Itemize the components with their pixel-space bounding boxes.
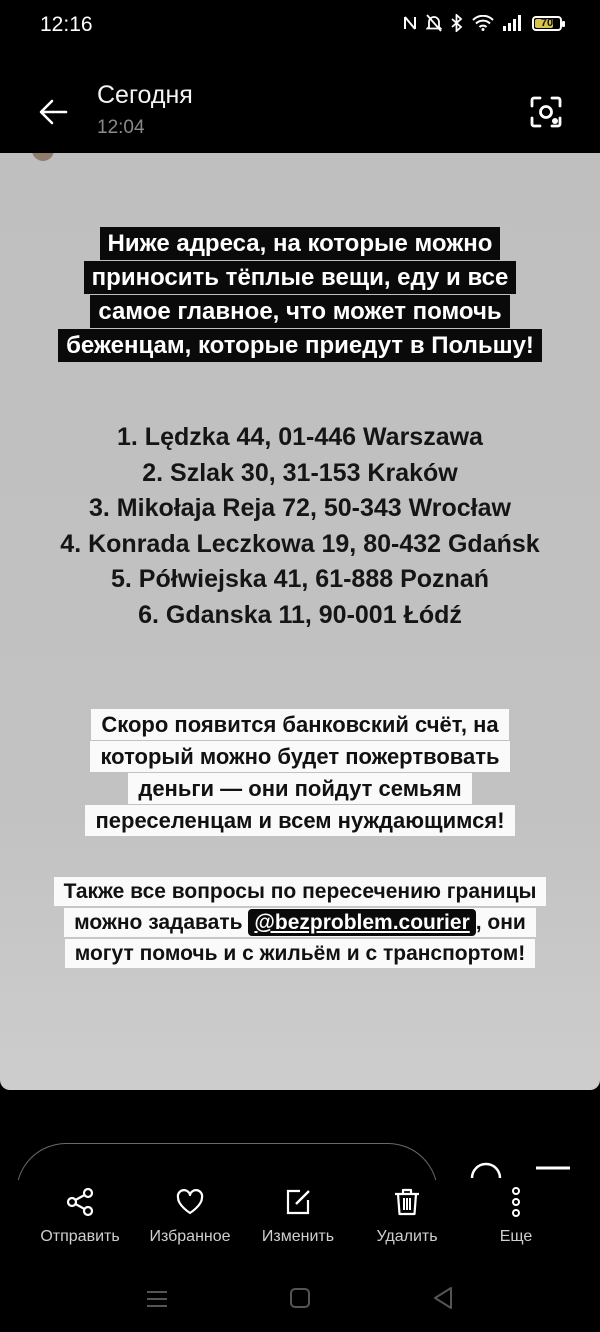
intro-line: беженцам, которые приедут в Польшу! bbox=[58, 329, 542, 362]
edit-button[interactable] bbox=[238, 1186, 358, 1246]
address-item: 2. Szlak 30, 31-153 Kraków bbox=[142, 458, 458, 487]
bluetooth-icon bbox=[451, 14, 463, 32]
wifi-icon bbox=[472, 15, 494, 31]
viewer-header bbox=[0, 70, 600, 154]
status-icons bbox=[403, 14, 562, 32]
more-icon bbox=[500, 1186, 532, 1218]
address-item: 4. Konrada Leczkowa 19, 80-432 Gdańsk bbox=[60, 529, 540, 558]
avatar bbox=[32, 153, 54, 161]
bank-line: переселенцам и всем нуждающимся! bbox=[85, 805, 514, 836]
questions-prefix: можно задавать bbox=[74, 911, 249, 934]
back-arrow-icon[interactable] bbox=[34, 92, 74, 132]
home-icon[interactable] bbox=[289, 1287, 311, 1309]
mute-bell-icon bbox=[426, 14, 442, 32]
address-item: 5. Półwiejska 41, 61-888 Poznań bbox=[111, 565, 489, 593]
intro-line: самое главное, что может помочь bbox=[90, 295, 509, 328]
intro-line: Ниже адреса, на которые можно bbox=[100, 227, 501, 260]
address-list bbox=[0, 420, 600, 633]
status-bar bbox=[0, 0, 600, 54]
share-label: Отправить bbox=[40, 1228, 120, 1245]
heart-icon bbox=[174, 1186, 206, 1218]
bank-line: который можно будет пожертвовать bbox=[90, 741, 509, 772]
page-subtitle-time: 12:04 bbox=[97, 117, 145, 138]
delete-button[interactable] bbox=[347, 1186, 467, 1246]
courier-mention-tag[interactable]: @bezproblem.courier bbox=[248, 909, 475, 936]
questions-text-block bbox=[10, 876, 590, 969]
questions-suffix: , они bbox=[475, 911, 526, 934]
trash-icon bbox=[391, 1186, 423, 1218]
questions-line: могут помочь и с жильём и с транспортом! bbox=[65, 939, 536, 968]
bank-line: Скоро появится банковский счёт, на bbox=[91, 709, 508, 740]
bank-text-block bbox=[20, 709, 580, 837]
edit-icon bbox=[282, 1186, 314, 1218]
address-item: 6. Gdanska 11, 90-001 Łódź bbox=[138, 600, 462, 629]
bank-line: деньги — они пойдут семьям bbox=[128, 773, 471, 804]
action-bar bbox=[0, 1180, 600, 1260]
recent-apps-icon[interactable] bbox=[146, 1288, 168, 1310]
intro-line: приносить тёплые вещи, еду и все bbox=[84, 261, 517, 294]
reply-icons bbox=[470, 1160, 580, 1180]
back-triangle-icon[interactable] bbox=[432, 1286, 454, 1310]
favorite-label: Избранное bbox=[149, 1228, 231, 1245]
battery-icon bbox=[532, 16, 562, 31]
battery-level: 70 bbox=[540, 16, 554, 29]
delete-label: Удалить bbox=[376, 1228, 438, 1245]
questions-line bbox=[64, 908, 536, 937]
page-title: Сегодня bbox=[97, 81, 193, 109]
more-label: Еще bbox=[499, 1228, 533, 1245]
edit-label: Изменить bbox=[261, 1228, 335, 1245]
status-time: 12:16 bbox=[40, 13, 93, 36]
questions-line: Также все вопросы по пересечению границы bbox=[54, 877, 547, 906]
lens-scan-icon[interactable] bbox=[526, 92, 566, 132]
intro-text-block bbox=[20, 227, 580, 363]
signal-icon bbox=[503, 15, 523, 31]
more-button[interactable] bbox=[456, 1186, 576, 1246]
nfc-icon bbox=[403, 15, 417, 31]
favorite-button[interactable] bbox=[130, 1186, 250, 1246]
share-button[interactable] bbox=[20, 1186, 140, 1246]
share-icon bbox=[64, 1186, 96, 1218]
system-nav-bar bbox=[0, 1268, 600, 1332]
address-item: 3. Mikołaja Reja 72, 50-343 Wrocław bbox=[89, 494, 511, 522]
story-image bbox=[0, 153, 600, 1090]
address-item: 1. Lędzka 44, 01-446 Warszawa bbox=[117, 423, 483, 451]
